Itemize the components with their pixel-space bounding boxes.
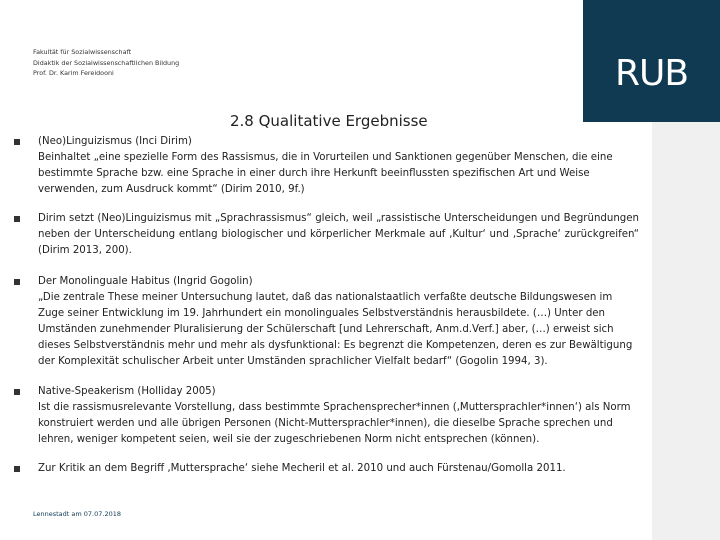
- bullet-marker: [14, 466, 20, 472]
- bullet-body: Dirim setzt (Neo)Linguizismus mit „Sprachrassismus“ gleich, weil „rassistische Unterscheidungen und Begründungen neben der Unterscheidung entlang biologischer und körperlicher Merkmale auf ‚Kultur‘ und ‚Sprache‘ zurückgreifen“ (Dirim 2013, 200).: [38, 213, 639, 256]
- bullet-head: Der Monolinguale Habitus (Ingrid Gogolin): [38, 276, 253, 287]
- bullet-text: [38, 384, 639, 448]
- bullet-body: Beinhaltet „eine spezielle Form des Rassismus, die in Vorurteilen und Sanktionen gegenüber Menschen, die eine bestimmte Sprache bzw. eine Sprache in einer durch ihre Herkunft beeinflussten spezifischen Art und Weise verwenden, zum Ausdruck kommt“ (Dirim 2010, 9f.): [38, 152, 613, 195]
- bullet-head: Native-Speakerism (Holliday 2005): [38, 386, 216, 397]
- bullet-item: [14, 134, 639, 198]
- bullet-body: „Die zentrale These meiner Untersuchung lautet, daß das nationalstaatlich verfaßte deutsche Bildungswesen im Zuge seiner Entwicklung im 19. Jahrhundert ein monolinguales Selbstverständnis herausbildete. (…) Unter den Umständen zunehmender Pluralisierung der Schülerschaft [und Lehrerschaft, Anm.d.Verf.] aber, (…) erweist sich dieses Selbstverständnis mehr und mehr als dysfunktional: Es begrenzt die Kompetenzen, deren es zur Bewältigung der Komplexität schulischer Arbeit unter Umständen sprachlicher Vielfalt bedarf“ (Gogolin 1994, 3).: [38, 292, 633, 367]
- bullet-body: Ist die rassismusrelevante Vorstellung, dass bestimmte Sprachensprecher*innen (‚Muttersprachler*innen‘) als Norm konstruiert werden und alle übrigen Personen (Nicht-Muttersprachler*innen), die dieselbe Sprache sprechen und lehren, weniger kompetent seien, weil sie der zugeschriebenen Norm nicht entsprechen (können).: [38, 402, 631, 445]
- rub-logo-text: RUB: [614, 53, 689, 94]
- bullet-text: [38, 134, 639, 198]
- bullet-marker: [14, 216, 20, 222]
- bullet-head: (Neo)Linguizismus (Inci Dirim): [38, 136, 192, 147]
- bullet-marker: [14, 139, 20, 145]
- bullet-marker: [14, 389, 20, 395]
- rub-logo: [583, 0, 720, 122]
- bullet-item: [14, 274, 639, 370]
- bullet-text: [38, 461, 639, 477]
- bullet-marker: [14, 279, 20, 285]
- bullet-item: [14, 461, 639, 477]
- bullet-item: [14, 384, 639, 448]
- faculty-line: Didaktik der Sozialwissenschaftlichen Bildung: [33, 58, 180, 67]
- faculty-line: Prof. Dr. Karim Fereidooni: [33, 69, 114, 77]
- bullet-body: Zur Kritik an dem Begriff ‚Muttersprache‘ siehe Mecheril et al. 2010 und auch Fürstenau/Gomolla 2011.: [38, 463, 566, 474]
- faculty-line: Fakultät für Sozialwissenschaft: [33, 48, 132, 56]
- slide-title: 2.8 Qualitative Ergebnisse: [230, 112, 428, 130]
- bullet-item: [14, 211, 639, 259]
- bullet-text: [38, 274, 639, 370]
- faculty-info: [33, 47, 179, 79]
- bullet-text: [38, 211, 639, 259]
- footer-text: Lennestadt am 07.07.2018: [33, 510, 122, 518]
